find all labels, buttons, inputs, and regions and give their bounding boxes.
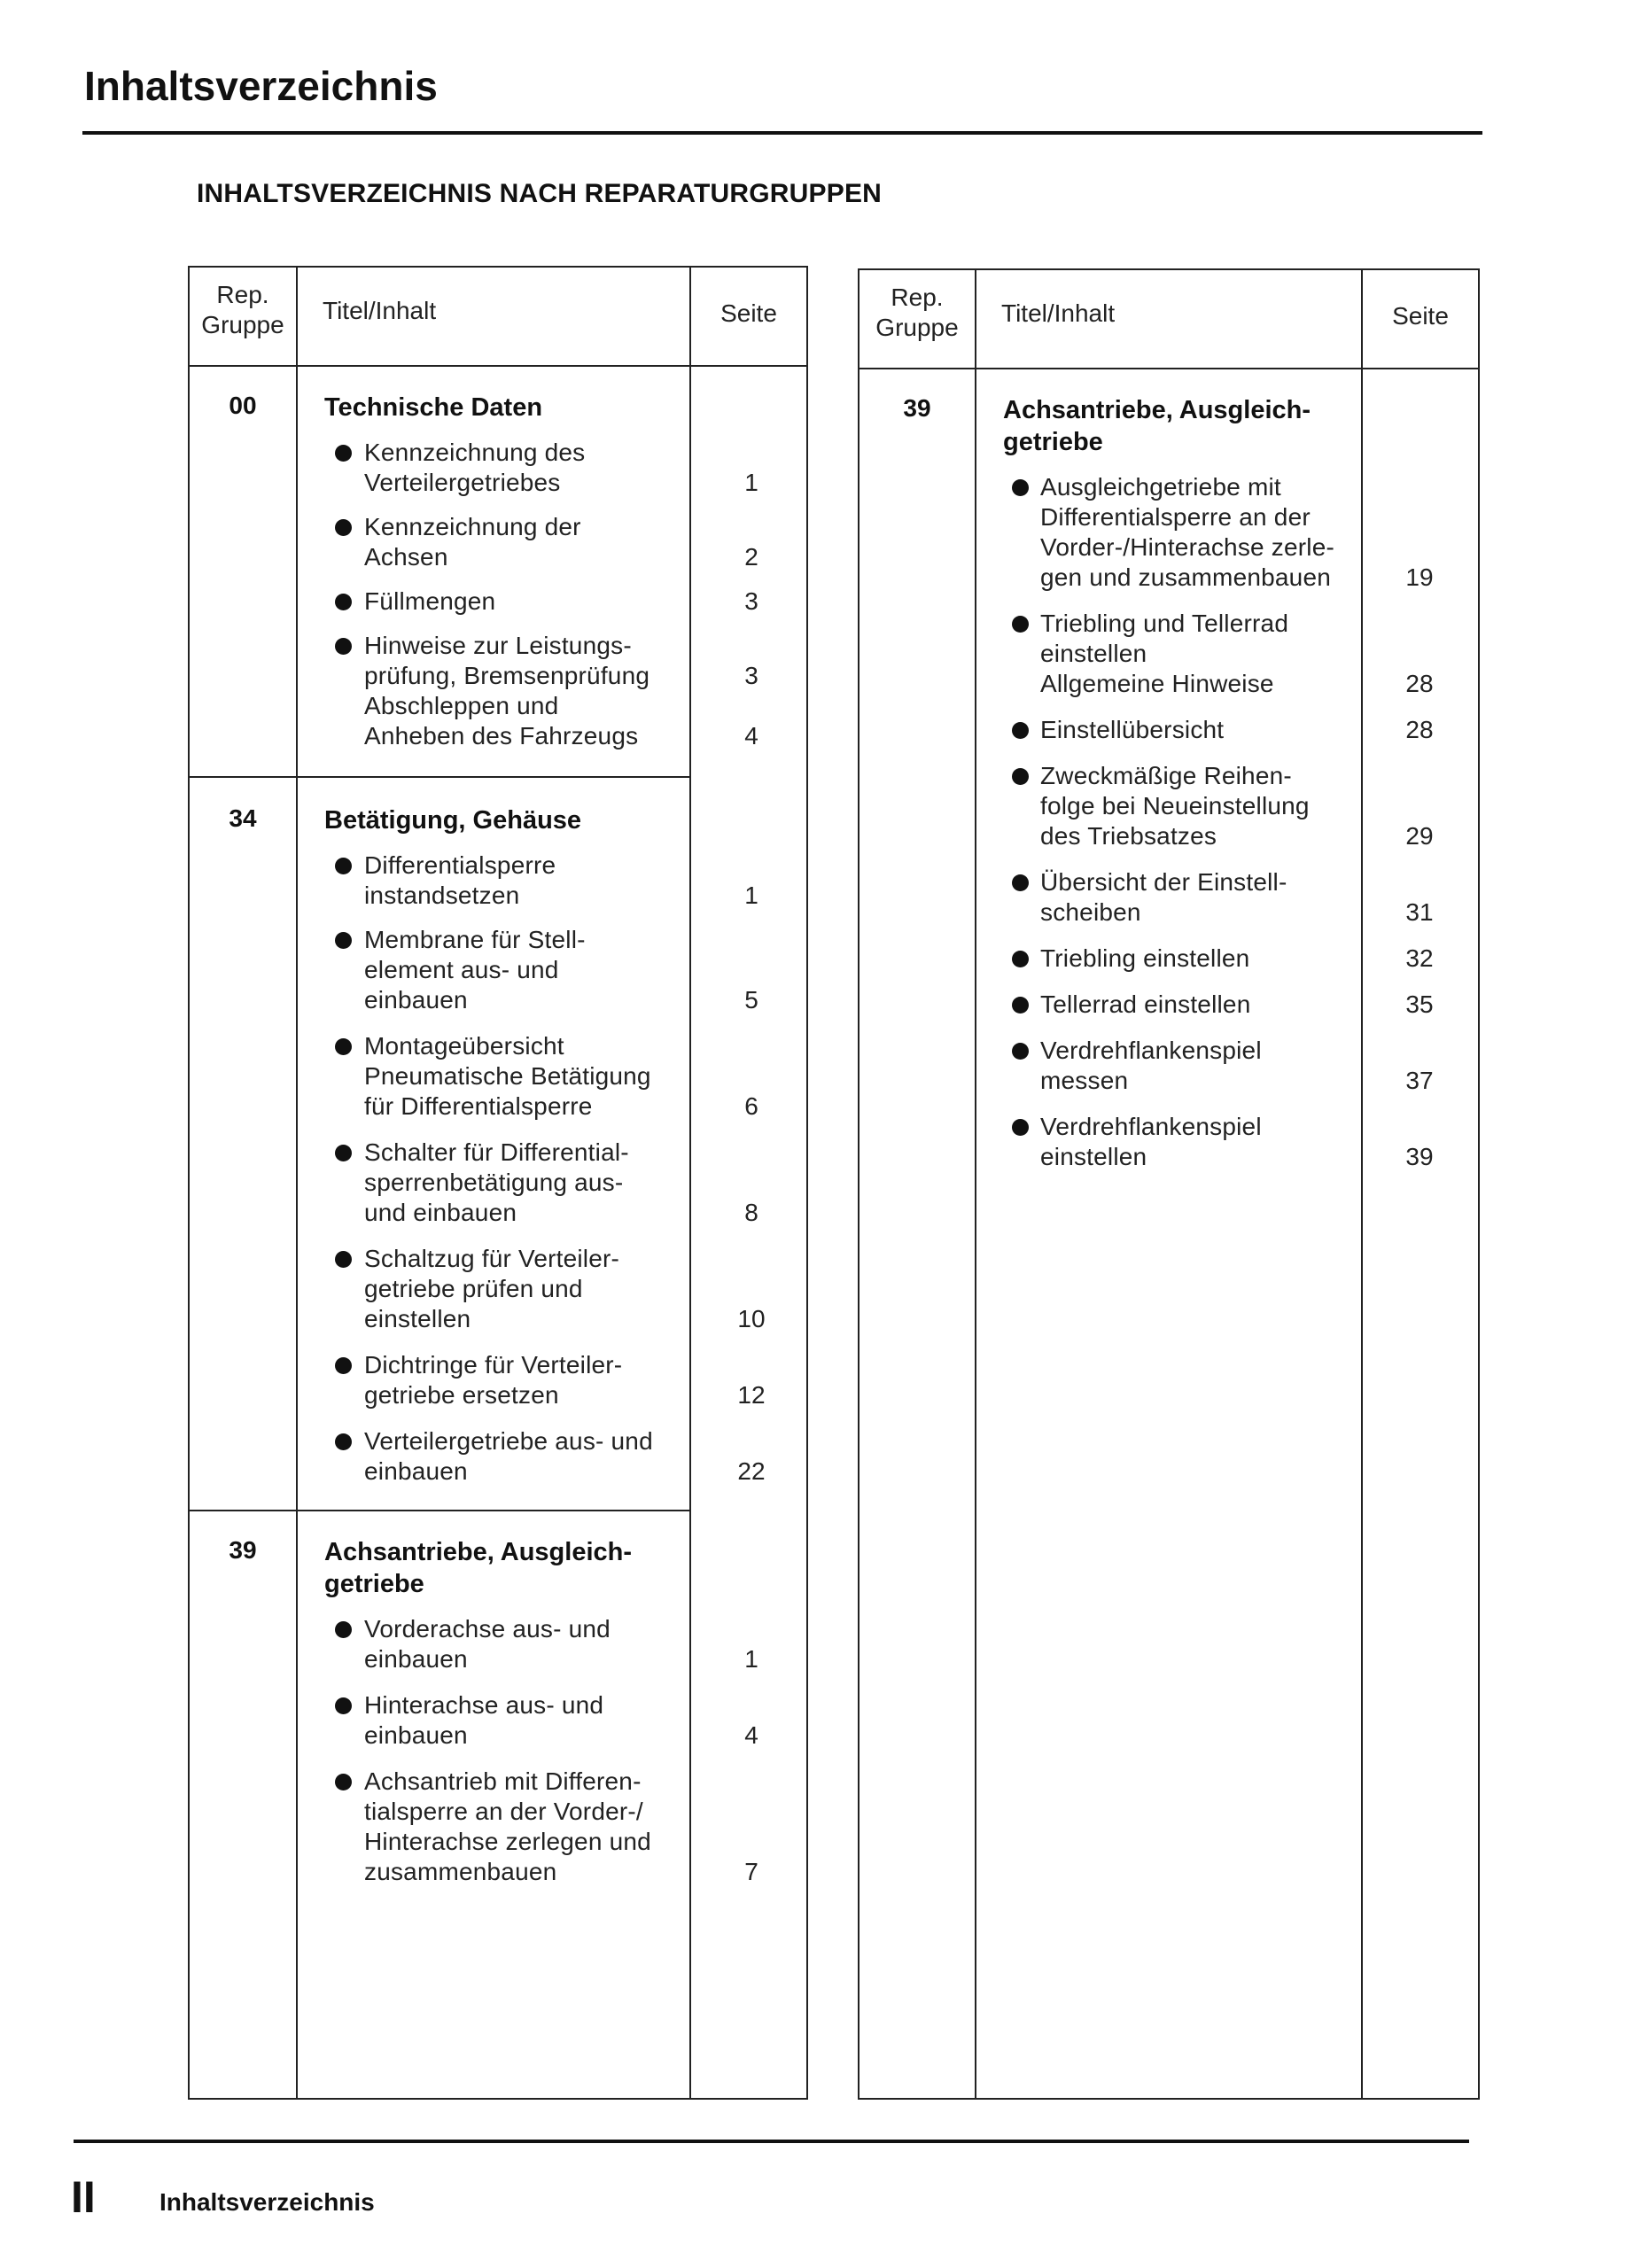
footer-rule: [74, 2140, 1469, 2143]
entry-text: Membrane für Stell- element aus- und einbauen: [364, 926, 586, 1014]
bullet-icon: [335, 1433, 352, 1450]
bullet-icon: [335, 594, 352, 610]
group-number: 34: [229, 804, 257, 832]
bullet-icon: [335, 1038, 352, 1055]
entry-text: Verdrehflankenspiel einstellen: [1040, 1113, 1262, 1170]
entry-page: 2: [744, 543, 758, 571]
entry-page: 35: [1405, 990, 1434, 1018]
bullet-icon: [335, 445, 352, 462]
header-rep-gruppe: Rep. Gruppe: [875, 284, 959, 341]
entry-page: 3: [744, 587, 758, 615]
group-number: 00: [229, 392, 257, 419]
entry-page: 6: [744, 1092, 758, 1120]
bullet-icon: [1012, 722, 1029, 739]
column-divider: [296, 268, 298, 2098]
entry-page: 1: [744, 469, 758, 496]
column-divider: [689, 268, 691, 2098]
group-number: 39: [903, 394, 931, 422]
group-divider: [190, 1510, 689, 1511]
entry-page: 31: [1405, 898, 1434, 926]
group-title: Betätigung, Gehäuse: [324, 806, 582, 835]
header-titel: Titel/Inhalt: [323, 297, 437, 324]
group-title: Achsantriebe, Ausgleich- getriebe: [324, 1538, 633, 1598]
bullet-icon: [1012, 874, 1029, 891]
entry-text: Hinweise zur Leistungs- prüfung, Bremsenprüfung: [364, 632, 650, 689]
group-title: Achsantriebe, Ausgleich- getriebe: [1003, 396, 1311, 456]
entry-page: 39: [1405, 1143, 1434, 1170]
entry-page: 28: [1405, 716, 1434, 743]
entry-page: 1: [744, 1645, 758, 1673]
entry-text: Füllmengen: [364, 587, 496, 615]
entry-text: Differentialsperre instandsetzen: [364, 851, 556, 909]
header-seite: Seite: [1392, 302, 1449, 330]
entry-text: Dichtringe für Verteiler- getriebe ersetzen: [364, 1351, 623, 1409]
entry-page: 19: [1405, 563, 1434, 591]
bullet-icon: [335, 1774, 352, 1790]
entry-text: Vorderachse aus- und einbauen: [364, 1615, 611, 1673]
bullet-icon: [335, 638, 352, 655]
entry-page: 8: [744, 1199, 758, 1226]
entry-text: Einstellübersicht: [1040, 716, 1225, 743]
entry-text: Verdrehflankenspiel messen: [1040, 1037, 1262, 1094]
entry-page: 7: [744, 1858, 758, 1885]
entry-page: 1: [744, 882, 758, 909]
bullet-icon: [335, 1697, 352, 1714]
group-number: 39: [229, 1536, 257, 1564]
bullet-icon: [1012, 997, 1029, 1014]
entry-page: 37: [1405, 1067, 1434, 1094]
toc-table-left: [188, 266, 808, 2100]
bullet-icon: [335, 858, 352, 874]
entry-page: 4: [744, 722, 758, 750]
toc-table-right: [858, 268, 1480, 2100]
section-title: INHALTSVERZEICHNIS NACH REPARATURGRUPPEN: [197, 179, 883, 208]
bullet-icon: [335, 519, 352, 536]
bullet-icon: [1012, 768, 1029, 785]
entry-page: 10: [737, 1305, 766, 1332]
entry-text: Montageübersicht Pneumatische Betätigung für Differentialsperre: [364, 1032, 651, 1120]
bullet-icon: [335, 1357, 352, 1374]
bullet-icon: [1012, 1043, 1029, 1060]
entry-page: 22: [737, 1457, 766, 1485]
bullet-icon: [1012, 951, 1029, 967]
entry-text: Allgemeine Hinweise: [1040, 670, 1274, 697]
entry-text: Abschleppen und Anheben des Fahrzeugs: [364, 692, 639, 750]
entry-text: Triebling und Tellerrad einstellen: [1040, 610, 1289, 667]
entry-text: Schaltzug für Verteiler- getriebe prüfen und einstellen: [364, 1245, 620, 1332]
bullet-icon: [335, 1621, 352, 1638]
column-divider: [975, 270, 976, 2098]
header-titel: Titel/Inhalt: [1001, 299, 1116, 327]
footer-page-number: II: [71, 2172, 96, 2222]
entry-text: Tellerrad einstellen: [1040, 990, 1251, 1018]
entry-text: Achsantrieb mit Differen- tialsperre an der Vorder-/ Hinterachse zerlegen und zusammenbauen: [364, 1767, 651, 1885]
group-divider: [190, 776, 689, 778]
header-seite: Seite: [720, 299, 777, 327]
entry-text: Kennzeichnung des Verteilergetriebes: [364, 439, 586, 496]
entry-page: 3: [744, 662, 758, 689]
entry-page: 5: [744, 986, 758, 1014]
footer-label: Inhaltsverzeichnis: [159, 2188, 375, 2216]
entry-text: Zweckmäßige Reihen- folge bei Neueinstellung des Triebsatzes: [1040, 762, 1310, 850]
page-title: Inhaltsverzeichnis: [84, 63, 438, 109]
header-divider: [860, 368, 1478, 369]
header-rep-gruppe: Rep. Gruppe: [201, 281, 284, 338]
column-divider: [1361, 270, 1363, 2098]
bullet-icon: [335, 1251, 352, 1268]
bullet-icon: [1012, 479, 1029, 496]
entry-text: Triebling einstellen: [1040, 944, 1250, 972]
entry-page: 32: [1405, 944, 1434, 972]
entry-page: 4: [744, 1721, 758, 1749]
bullet-icon: [1012, 1119, 1029, 1136]
entry-text: Schalter für Differential- sperrenbetätigung aus- und einbauen: [364, 1138, 629, 1226]
bullet-icon: [335, 1145, 352, 1161]
entry-text: Kennzeichnung der Achsen: [364, 513, 581, 571]
entry-page: 28: [1405, 670, 1434, 697]
entry-page: 12: [737, 1381, 766, 1409]
group-title: Technische Daten: [324, 393, 543, 422]
entry-text: Verteilergetriebe aus- und einbauen: [364, 1427, 653, 1485]
entry-page: 29: [1405, 822, 1434, 850]
bullet-icon: [1012, 616, 1029, 633]
bullet-icon: [335, 932, 352, 949]
entry-text: Ausgleichgetriebe mit Differentialsperre an der Vorder-/Hinterachse zerle- gen und zusammenbauen: [1040, 473, 1334, 591]
entry-text: Hinterachse aus- und einbauen: [364, 1691, 604, 1749]
entry-text: Übersicht der Einstell- scheiben: [1040, 868, 1287, 926]
header-divider: [190, 365, 806, 367]
title-rule: [82, 131, 1482, 135]
